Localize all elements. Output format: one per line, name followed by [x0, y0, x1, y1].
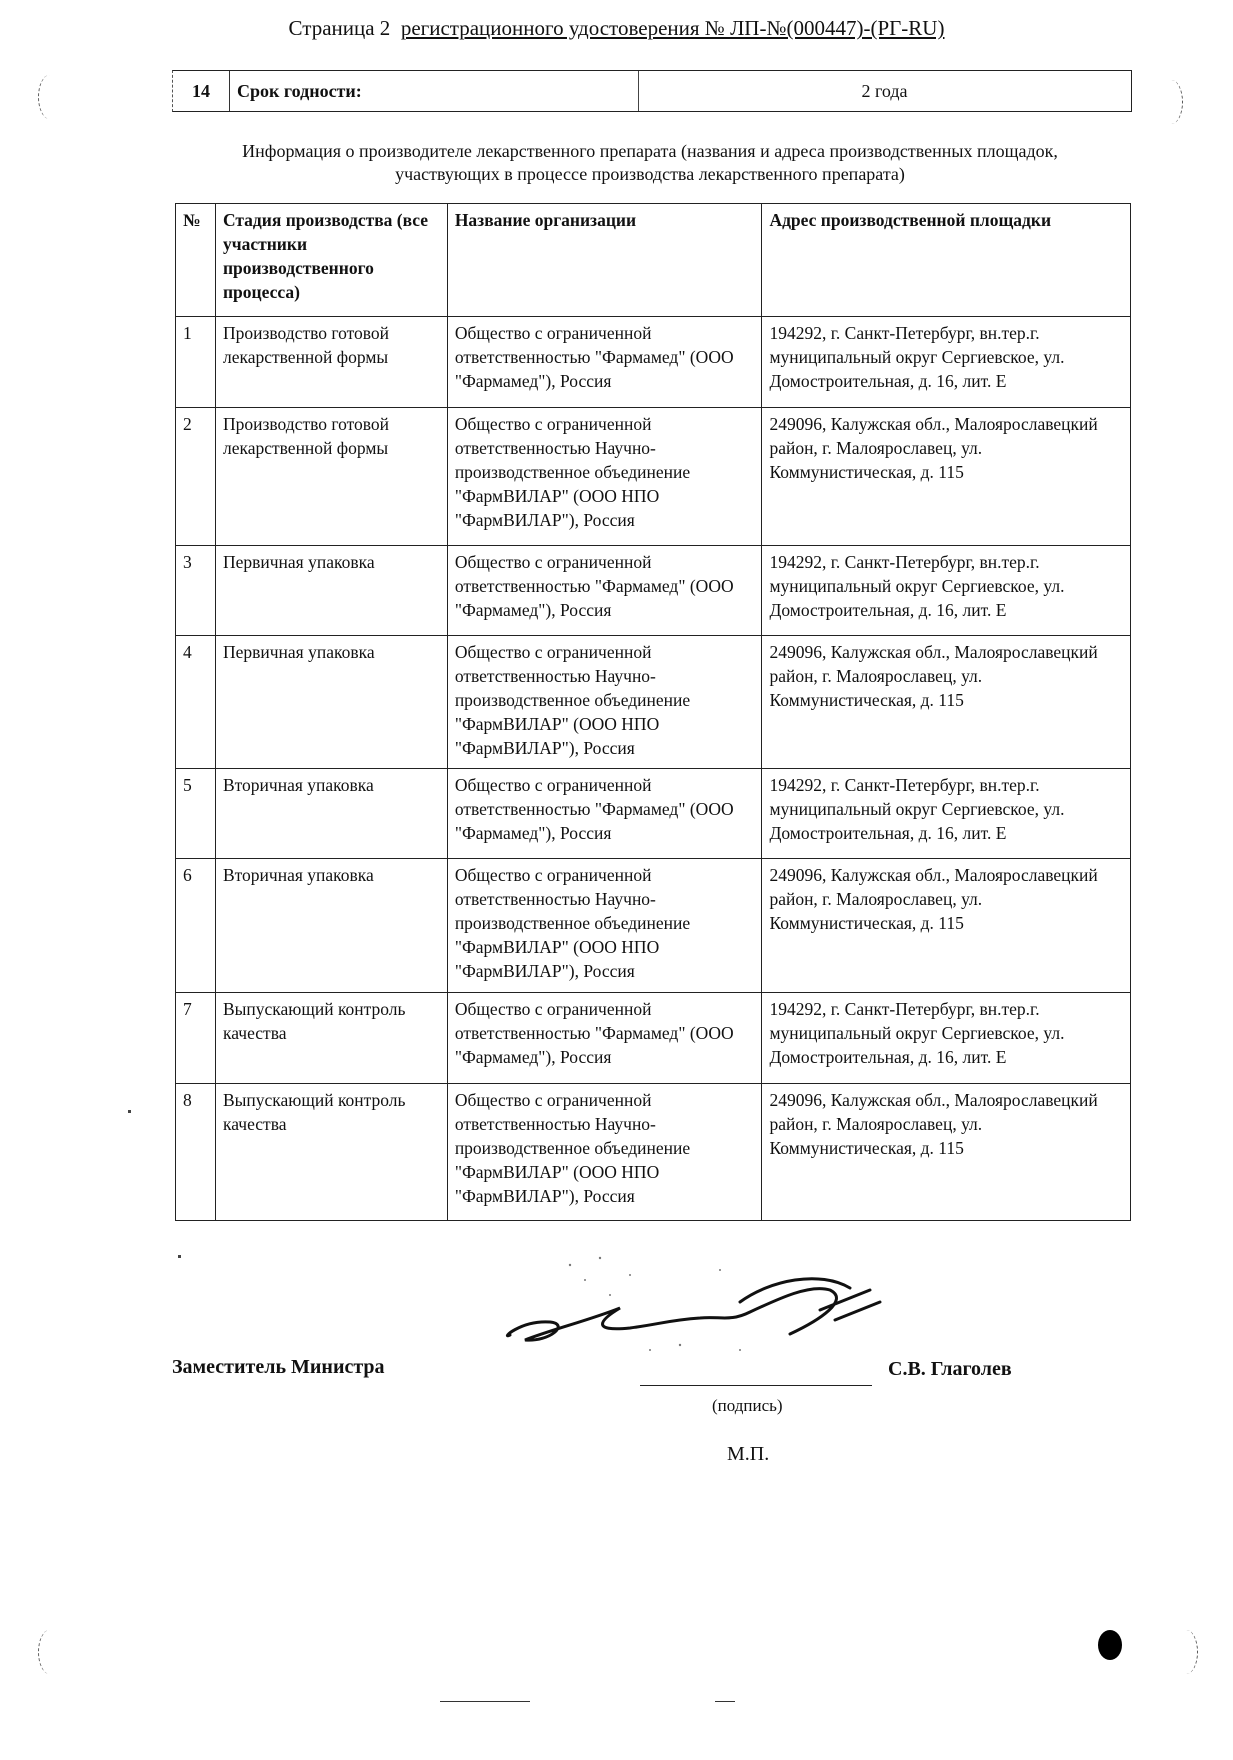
table-row: [176, 546, 1131, 636]
row-org: Общество с ограниченной ответственностью Научно-производственное объединение "ФармВИЛАР" (ООО НПО "ФармВИЛАР"), Россия: [447, 1084, 762, 1221]
binder-hole-mark-left-bottom: [38, 1630, 61, 1674]
row-address: 194292, г. Санкт-Петербург, вн.тер.г. муниципальный округ Сергиевское, ул. Домостроительная, д. 16, лит. Е: [762, 769, 1131, 859]
row-stage: Выпускающий контроль качества: [215, 1084, 447, 1221]
row-stage: Производство готовой лекарственной формы: [215, 317, 447, 408]
binder-hole-mark-right-top: [1160, 80, 1183, 124]
item-number: 14: [173, 71, 230, 111]
row-address: 194292, г. Санкт-Петербург, вн.тер.г. муниципальный округ Сергиевское, ул. Домостроительная, д. 16, лит. Е: [762, 993, 1131, 1084]
shelf-life-value: 2 года: [861, 81, 908, 101]
row-num: 6: [176, 859, 216, 993]
row-org: Общество с ограниченной ответственностью Научно-производственное объединение "ФармВИЛАР" (ООО НПО "ФармВИЛАР"), Россия: [447, 636, 762, 769]
table-row: [176, 636, 1131, 769]
header-stage: Стадия производства (все участники производственного процесса): [215, 204, 447, 317]
row-address: 249096, Калужская обл., Малоярославецкий район, г. Малоярославец, ул. Коммунистическая, д. 115: [762, 408, 1131, 546]
row-address: 249096, Калужская обл., Малоярославецкий район, г. Малоярославец, ул. Коммунистическая, д. 115: [762, 859, 1131, 993]
signature-caption: (подпись): [712, 1396, 783, 1415]
row-org: Общество с ограниченной ответственностью "Фармамед" (ООО "Фармамед"), Россия: [447, 993, 762, 1084]
row-address: 194292, г. Санкт-Петербург, вн.тер.г. муниципальный округ Сергиевское, ул. Домостроительная, д. 16, лит. Е: [762, 317, 1131, 408]
page-number: Страница 2: [288, 16, 391, 40]
manufacturer-info-heading: [160, 140, 1140, 186]
row-stage: Первичная упаковка: [215, 636, 447, 769]
handwritten-signature: [490, 1250, 890, 1360]
binder-hole-mark-left-top: [38, 75, 61, 119]
table-row: [176, 317, 1131, 408]
scan-speck: [128, 1110, 131, 1113]
black-dot-mark: [1098, 1630, 1122, 1660]
table-row: [176, 408, 1131, 546]
row-num: 3: [176, 546, 216, 636]
page-title: [0, 16, 1233, 41]
table-row: [176, 1084, 1131, 1221]
table-row: [176, 769, 1131, 859]
table-header-row: [176, 204, 1131, 317]
row-num: 8: [176, 1084, 216, 1221]
row-org: Общество с ограниченной ответственностью "Фармамед" (ООО "Фармамед"), Россия: [447, 769, 762, 859]
scan-artifact-line: [440, 1701, 530, 1702]
binder-hole-mark-right-bottom: [1175, 1630, 1198, 1674]
row-stage: Первичная упаковка: [215, 546, 447, 636]
row-org: Общество с ограниченной ответственностью Научно-производственное объединение "ФармВИЛАР" (ООО НПО "ФармВИЛАР"), Россия: [447, 408, 762, 546]
row-stage: Выпускающий контроль качества: [215, 993, 447, 1084]
heading-line-1: Информация о производителе лекарственного препарата (названия и адреса производственных площадок,: [242, 141, 1058, 161]
row-num: 7: [176, 993, 216, 1084]
stamp-place: М.П.: [727, 1443, 770, 1465]
signature-line: [640, 1385, 872, 1386]
row-org: Общество с ограниченной ответственностью Научно-производственное объединение "ФармВИЛАР" (ООО НПО "ФармВИЛАР"), Россия: [447, 859, 762, 993]
scan-speck: [178, 1255, 181, 1258]
header-address: Адрес производственной площадки: [762, 204, 1131, 317]
heading-line-2: участвующих в процессе производства лекарственного препарата): [395, 164, 905, 184]
row-num: 2: [176, 408, 216, 546]
header-num: №: [176, 204, 216, 317]
shelf-life-row: [172, 70, 1132, 112]
row-stage: Производство готовой лекарственной формы: [215, 408, 447, 546]
scan-artifact-line: [715, 1701, 735, 1702]
table-row: [176, 993, 1131, 1084]
row-num: 4: [176, 636, 216, 769]
shelf-life-label: Срок годности:: [237, 81, 362, 101]
certificate-title: регистрационного удостоверения № ЛП-№(000447)-(РГ-RU): [400, 16, 945, 40]
manufacturer-table: [175, 203, 1131, 1221]
row-org: Общество с ограниченной ответственностью "Фармамед" (ООО "Фармамед"), Россия: [447, 546, 762, 636]
row-stage: Вторичная упаковка: [215, 769, 447, 859]
table-row: [176, 859, 1131, 993]
row-stage: Вторичная упаковка: [215, 859, 447, 993]
row-num: 1: [176, 317, 216, 408]
row-num: 5: [176, 769, 216, 859]
row-address: 249096, Калужская обл., Малоярославецкий район, г. Малоярославец, ул. Коммунистическая, д. 115: [762, 1084, 1131, 1221]
row-address: 194292, г. Санкт-Петербург, вн.тер.г. муниципальный округ Сергиевское, ул. Домостроительная, д. 16, лит. Е: [762, 546, 1131, 636]
signatory-role: Заместитель Министра: [172, 1356, 385, 1378]
row-address: 249096, Калужская обл., Малоярославецкий район, г. Малоярославец, ул. Коммунистическая, д. 115: [762, 636, 1131, 769]
signatory-name: С.В. Глаголев: [888, 1358, 1012, 1380]
header-org: Название организации: [447, 204, 762, 317]
row-org: Общество с ограниченной ответственностью "Фармамед" (ООО "Фармамед"), Россия: [447, 317, 762, 408]
